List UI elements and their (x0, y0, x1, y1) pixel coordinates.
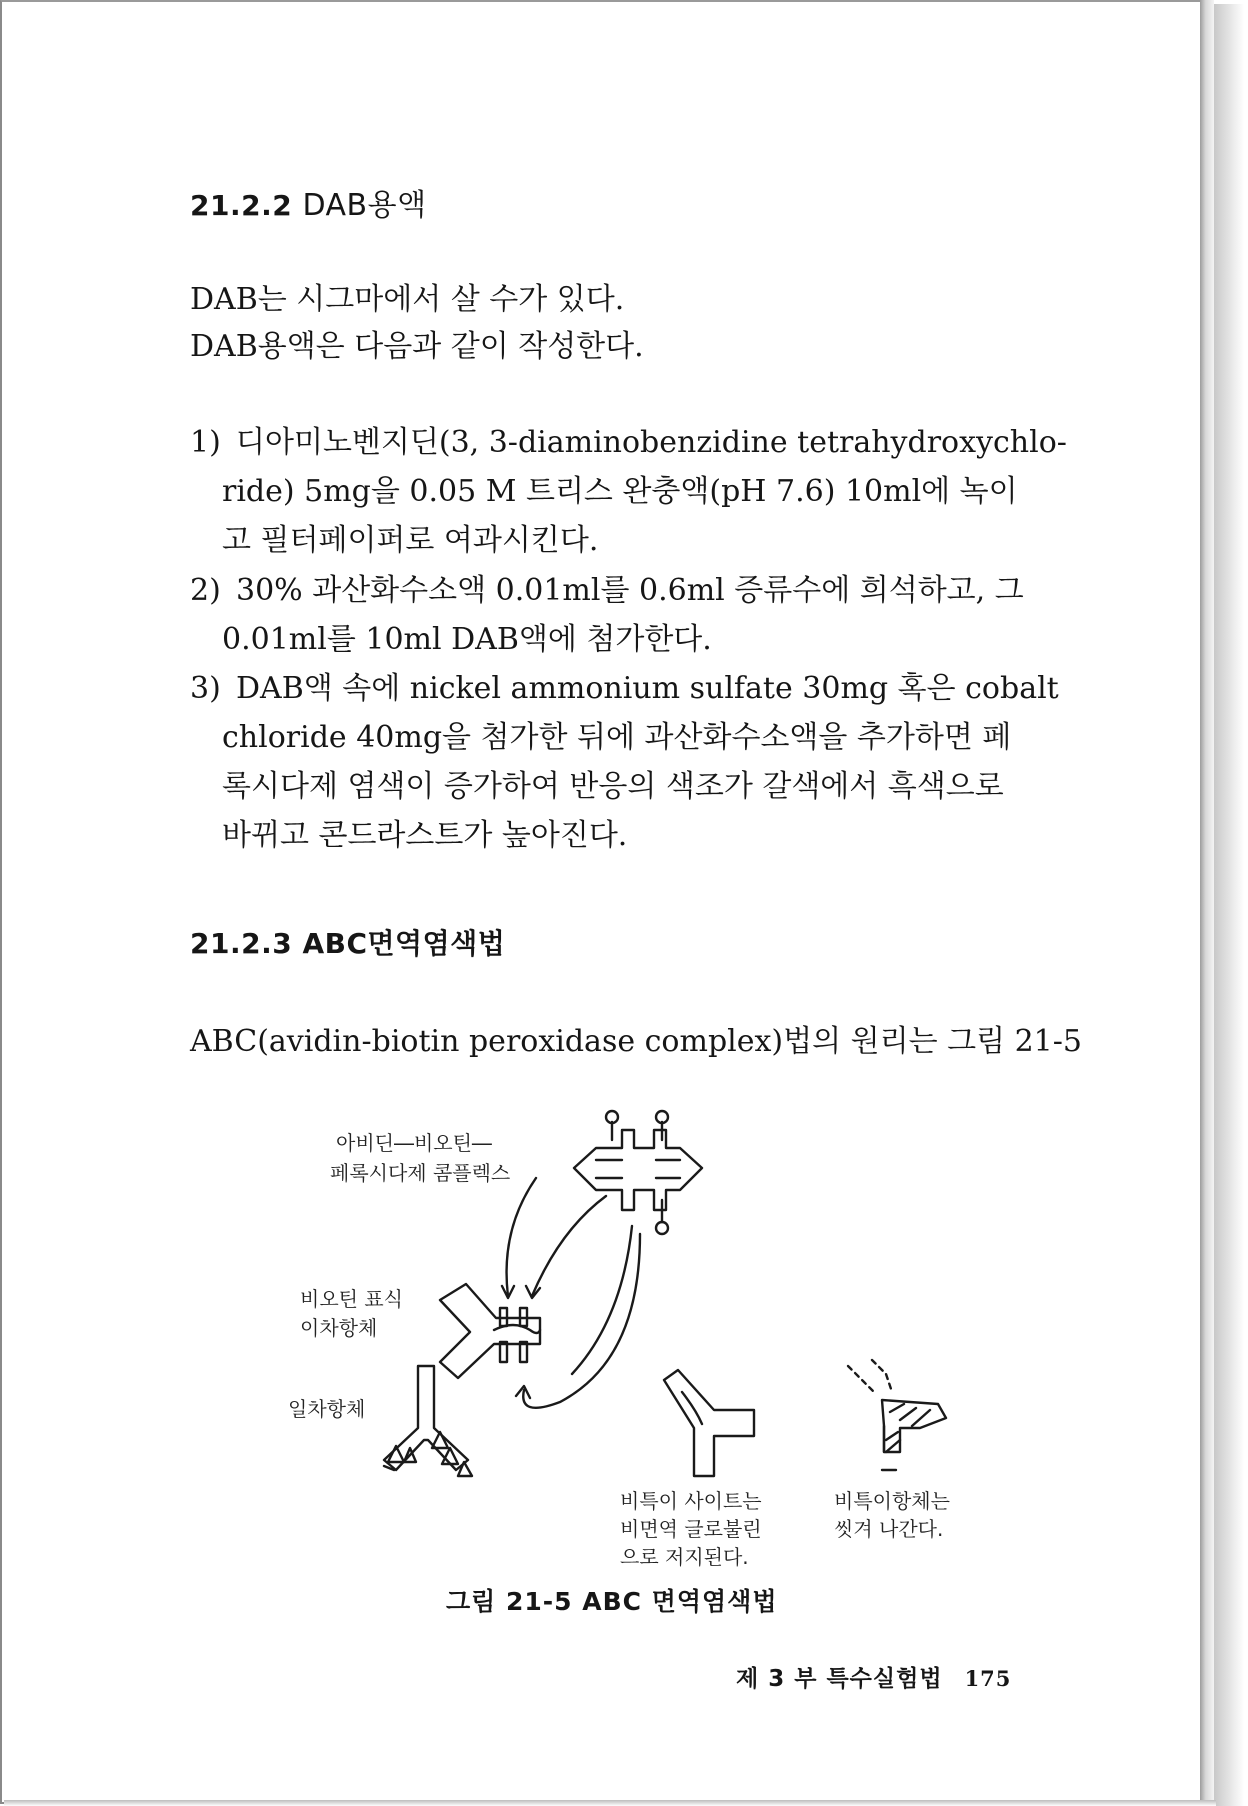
page-number: 175 (964, 1666, 1012, 1691)
intro-line: DAB용액은 다음과 같이 작성한다. (190, 329, 644, 364)
secondary-antibody-icon (440, 1284, 540, 1378)
abc-paragraph: ABC(avidin-biotin peroxidase complex)법의 원리는 그림 21-5 (190, 1024, 1082, 1059)
step-line: 록시다제 염색이 증가하여 반응의 색조가 갈색에서 흑색으로 (222, 769, 1004, 804)
figure-caption: 그림 21-5 ABC 면역염색법 (446, 1587, 778, 1616)
label-washed-antibody: 비특이항체는 (834, 1489, 950, 1513)
primary-antibody-icon (384, 1366, 472, 1476)
step-line: chloride 40mg을 첨가한 뒤에 과산화수소액을 추가하면 페 (222, 720, 1012, 755)
section-number: 21.2.2 (190, 189, 293, 222)
label-washed-antibody: 씻겨 나간다. (834, 1517, 944, 1541)
arrow-curve (507, 1178, 536, 1296)
label-nonspecific-site: 으로 저지된다. (620, 1545, 749, 1569)
blocked-site-icon (664, 1370, 754, 1476)
label-complex: 페록시다제 콤플렉스 (330, 1161, 511, 1185)
footer-part: 제 3 부 특수실험법 (736, 1666, 943, 1692)
step-number: 1) (190, 425, 221, 460)
arrow-curve (532, 1196, 606, 1296)
abc-complex-icon (574, 1111, 702, 1234)
page-footer (736, 1660, 1011, 1693)
intro-line: DAB는 시그마에서 살 수가 있다. (190, 282, 625, 317)
label-secondary-antibody: 이차항체 (300, 1316, 378, 1340)
label-nonspecific-site: 비면역 글로불린 (620, 1517, 762, 1541)
step-number: 2) (190, 573, 221, 608)
step-line: 0.01ml를 10ml DAB액에 첨가한다. (222, 622, 712, 657)
section-title: DAB용액 (302, 188, 427, 223)
label-primary-antibody: 일차항체 (288, 1397, 366, 1421)
section-number: 21.2.3 (190, 927, 293, 960)
step-number: 3) (190, 671, 221, 706)
label-nonspecific-site: 비특이 사이트는 (620, 1489, 762, 1513)
step-line: 고 필터페이퍼로 여과시킨다. (222, 523, 599, 558)
step-line: DAB액 속에 nickel ammonium sulfate 30mg 혹은 cobalt (236, 671, 1059, 706)
step-line: 30% 과산화수소액 0.01ml를 0.6ml 증류수에 희석하고, 그 (236, 573, 1024, 608)
washed-antibody-icon (848, 1360, 946, 1470)
section-title: ABC면역염색법 (302, 927, 506, 960)
step-line: 바뀌고 콘드라스트가 높아진다. (222, 818, 628, 853)
label-secondary-antibody: 비오틴 표식 (300, 1287, 403, 1311)
step-line: ride) 5mg을 0.05 M 트리스 완충액(pH 7.6) 10ml에 녹이 (222, 474, 1018, 509)
step-line: 디아미노벤지딘(3, 3-diaminobenzidine tetrahydroxychlo- (236, 425, 1067, 460)
label-complex: 아비딘―비오틴― (336, 1131, 492, 1155)
